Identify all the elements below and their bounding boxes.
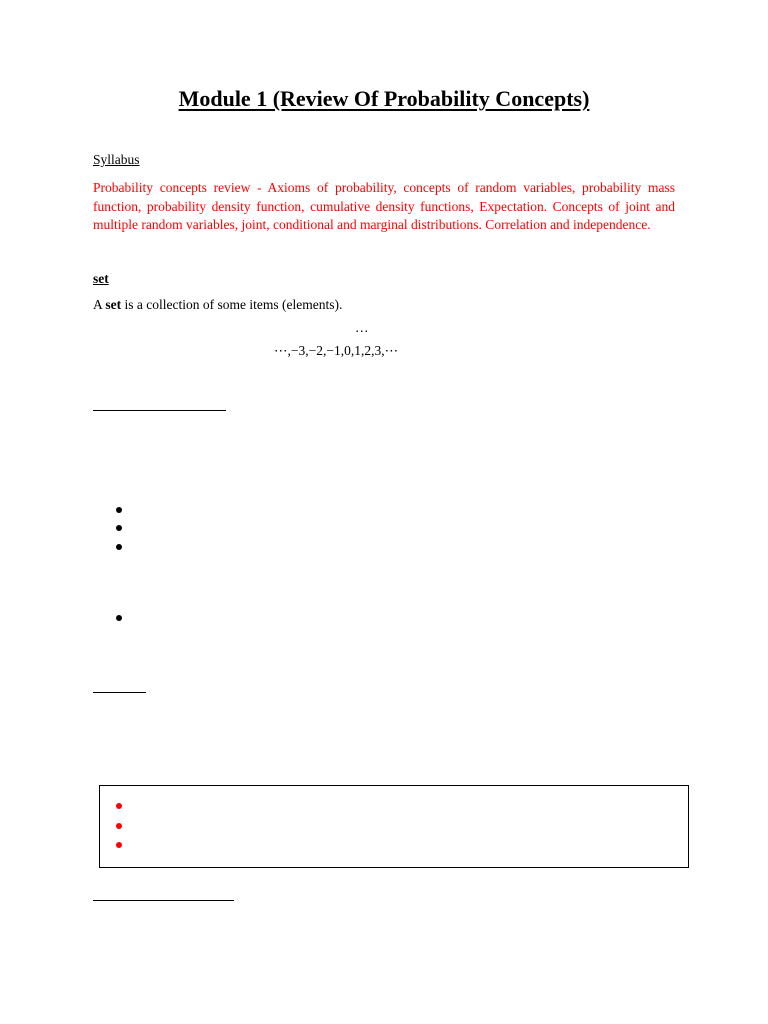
- ellipsis-line: …: [355, 320, 369, 335]
- list-bullet: [116, 525, 122, 531]
- heading-underline-2: [93, 692, 146, 693]
- bordered-box: [99, 785, 689, 868]
- integer-sequence: ⋯,−3,−2,−1,0,1,2,3,⋯: [274, 343, 399, 358]
- list-bullet: [116, 544, 122, 550]
- heading-underline-3: [93, 900, 234, 901]
- set-definition-prefix: A: [93, 297, 106, 312]
- box-bullet: [116, 842, 122, 848]
- heading-underline-1: [93, 410, 226, 411]
- page-title: Module 1 (Review Of Probability Concepts): [178, 86, 590, 111]
- syllabus-text: Probability concepts review - Axioms of probability, concepts of random variables, probability mass function, probability density function, cumulative density functions, Expectation. Concepts of joint and multiple random variables, joint, conditional and marginal distributions. Correlation and independence.: [93, 180, 675, 232]
- set-definition-term: set: [105, 297, 122, 312]
- syllabus-heading: Syllabus: [93, 152, 140, 167]
- box-bullet: [116, 823, 122, 829]
- set-definition-suffix: is a collection of some items (elements).: [121, 297, 343, 312]
- list-bullet: [116, 507, 122, 513]
- box-bullet: [116, 803, 122, 809]
- set-definition: [93, 297, 342, 313]
- list-bullet: [116, 615, 122, 621]
- set-heading: set: [93, 271, 109, 286]
